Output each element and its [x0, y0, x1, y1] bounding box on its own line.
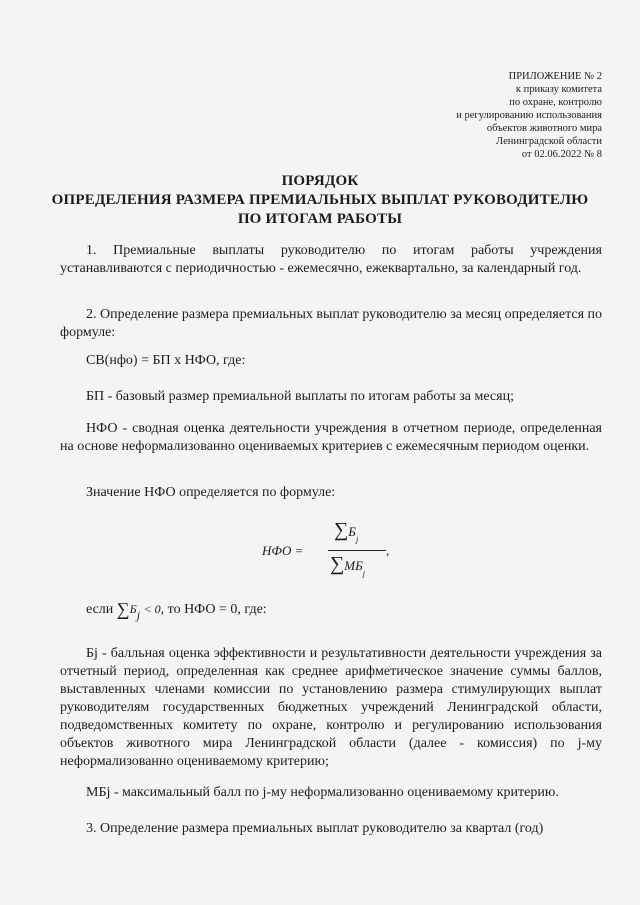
appendix-header — [456, 70, 602, 161]
paragraph-bp: БП - базовый размер премиальной выплаты по итогам работы за месяц; — [86, 389, 514, 404]
paragraph-3: 3. Определение размера премиальных выплат руководителю за квартал (год) — [86, 821, 544, 836]
condition-line — [86, 599, 267, 622]
paragraph-nfo-formula-intro: Значение НФО определяется по формуле: — [86, 485, 336, 500]
title-line-3: ПО ИТОГАМ РАБОТЫ — [237, 211, 403, 227]
document-title — [40, 172, 600, 229]
title-line-1: ПОРЯДОК — [281, 173, 359, 189]
paragraph-2: 2. Определение размера премиальных выплат руководителю за месяц определяется по формуле: — [60, 307, 602, 340]
formula-denominator: $\sum МБ_j$ — [330, 553, 365, 578]
title-line-2: ОПРЕДЕЛЕНИЯ РАЗМЕРА ПРЕМИАЛЬНЫХ ВЫПЛАТ РУКОВОДИТЕЛЮ — [51, 192, 589, 208]
fraction-bar — [328, 550, 386, 551]
condition-prefix: если — [86, 602, 114, 617]
condition-sub: j — [136, 608, 141, 622]
appendix-line: объектов животного мира — [486, 123, 602, 134]
appendix-line: к приказу комитета — [515, 84, 602, 95]
paragraph-bj: Бj - балльная оценка эффективности и результативности деятельности учреждения за отчетный период, определенная как среднее арифметическое значение суммы баллов, выставленных членами комиссии по установлению размера стимулирующих выплат руководителям государственных бюджетных учреждений Ленинградской области, подведомственных комитету по охране, контролю и регулированию использования объектов животного мира Ленинградской области (далее - комиссия) по j-му неформализованно оцениваемому критерию; — [60, 646, 602, 769]
formula-numerator: $\sum Б_j$ — [334, 519, 359, 544]
paragraph-nfo: НФО - сводная оценка деятельности учреждения в отчетном периоде, определенная на основе неформализованно оцениваемых критериев с ежемесячным периодом оценки. — [60, 421, 602, 454]
condition-suffix: , то НФО = 0, где: — [160, 602, 267, 617]
paragraph-mbj: МБj - максимальный балл по j-му неформализованно оцениваемому критерию. — [86, 785, 559, 800]
appendix-line: по охране, контролю — [509, 97, 602, 108]
condition-term: Б — [129, 602, 137, 616]
formula-comma: , — [386, 543, 390, 558]
appendix-line: ПРИЛОЖЕНИЕ № 2 — [508, 71, 602, 82]
condition-rel: < 0 — [143, 602, 161, 616]
formula-label: НФО = — [262, 543, 304, 558]
appendix-line: и регулированию использования — [456, 110, 602, 121]
appendix-line: Ленинградской области — [496, 136, 602, 147]
nfo-formula — [262, 515, 402, 595]
condition-sigma: ∑ — [116, 599, 130, 619]
paragraph-formula-sv: СВ(нфо) = БП х НФО, где: — [86, 353, 246, 368]
appendix-line: от 02.06.2022 № 8 — [521, 149, 602, 160]
paragraph-1: 1. Премиальные выплаты руководителю по итогам работы учреждения устанавливаются с периодичностью - ежемесячно, ежеквартально, за календарный год. — [60, 243, 602, 276]
